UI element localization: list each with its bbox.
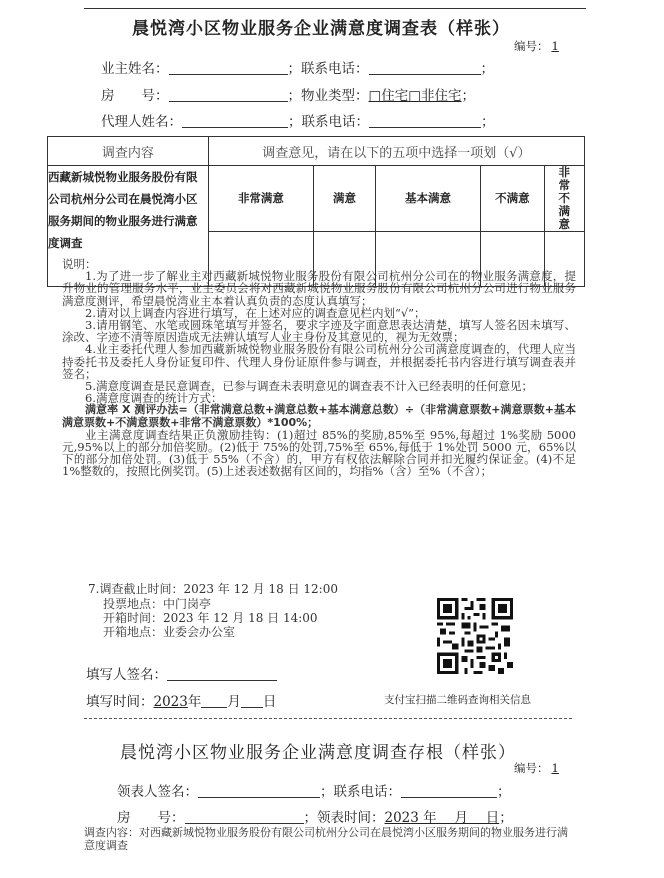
vote-place: 投票地点：中门岗亭 [103, 597, 212, 611]
property-type-options[interactable]: □住宅□非住宅 [368, 88, 462, 104]
agent-name-label: 代理人姓名： [101, 114, 182, 130]
stub-serial-number [514, 760, 562, 776]
stub-serial-label: 编号： [514, 761, 549, 775]
option-basically-satisfied: 基本满意 [375, 166, 481, 232]
alipay-qr-code[interactable] [437, 598, 513, 674]
agent-end-mark: ； [481, 114, 495, 130]
fill-time-label: 填写时间： [86, 694, 154, 710]
note-1: 1.为了进一步了解业主对西藏新城悦物业服务股份有限公司杭州分公司在的物业服务满意度，提升物业的管理服务水平，业主委员会将对西藏新城悦物业服务股份有限公司杭州分公司进行物业服务满意度测评，希望晨悦湾业主本着认真负责的态度认真填写； [62, 269, 576, 308]
owner-end-mark: ； [480, 61, 494, 77]
top-rule [84, 8, 586, 9]
owner-name-field[interactable] [169, 60, 288, 75]
serial-value: 1 [551, 39, 559, 53]
reward-rules: 业主满意度调查结果正负激励挂钩：(1)超过 85%的奖励,85%至 95%,每超过 1%奖励 5000 元,95%以上的部分加倍奖励。(2)低于 75%的处罚,75%至 65%,每低于 1%处罚 5000 元，65%以下的部分加倍处罚。(3)低于 55%（不含）的，甲方有权依法解除合同并扣光履约保证金。(4)不足 1%整数的，按照比例奖罚。(5)上述表述数据有区间的，均指%（含）至%（不含）； [62, 427, 576, 479]
agent-name-field[interactable] [182, 113, 288, 128]
stub-room-label: 房 号： [117, 810, 185, 826]
option-satisfied: 满意 [314, 166, 376, 232]
fill-year[interactable]: 2023 [153, 694, 188, 710]
deadline: 7.调查截止时间：2023 年 12 月 18 日 12:00 [88, 582, 338, 596]
qr-caption: 支付宝扫描二维码查询相关信息 [384, 694, 531, 706]
fill-time-row [86, 690, 276, 710]
fill-day-field[interactable] [241, 693, 263, 708]
owner-phone-field[interactable] [369, 60, 481, 75]
fill-year-unit: 年 [187, 694, 202, 710]
property-type-label: ；物业类型： [287, 88, 369, 104]
fill-month-field[interactable] [201, 693, 227, 708]
room-end-mark: ； [461, 88, 476, 104]
option-dissatisfied: 不满意 [481, 166, 544, 232]
owner-phone-label: ；联系电话： [287, 61, 369, 77]
stub-receiver-label: 领表人签名： [117, 784, 198, 800]
note-3: 3.请用钢笔、水笔或圆珠笔填写并签名，要求字迹及字面意思表达清楚，填写人签名因未填写、涂改、字迹不清等原因造成无法辨认填写人业主身份及其意见的，视为无效票； [62, 318, 576, 345]
form-title: 晨悦湾小区物业服务企业满意度调查表（样张） [132, 19, 510, 39]
stub-serial-value: 1 [551, 761, 559, 775]
room-label: 房 号： [101, 88, 169, 104]
instructions [62, 258, 576, 478]
stub-receiver-field[interactable] [198, 783, 320, 798]
notes-heading: 说明： [62, 257, 97, 271]
room-field[interactable] [169, 87, 288, 102]
agent-phone-field[interactable] [369, 113, 481, 128]
open-place: 开箱地点：业委会办公室 [103, 625, 236, 639]
filler-signature-field[interactable] [167, 666, 277, 681]
fill-month-unit: 月 [227, 694, 241, 710]
stub-receive-time-label: ；领表时间： [303, 810, 385, 826]
note-6: 6.满意度调查的统计方式： [85, 391, 223, 406]
filler-signature-row [86, 663, 277, 683]
agent-row [101, 113, 495, 131]
stub-end-mark-2: ； [499, 810, 513, 826]
stub-receive-time-value[interactable]: 2023 年 月 日 [384, 810, 500, 826]
serial-label: 编号： [514, 39, 549, 53]
open-time: 开箱时间：2023 年 12 月 18 日 14:00 [103, 611, 318, 625]
stub-room-field[interactable] [185, 809, 304, 824]
option-very-dissatisfied: 非常不满意 [544, 166, 585, 232]
agent-phone-label: ；联系电话： [288, 114, 369, 130]
stub-end-mark: ； [497, 784, 511, 800]
stub-room-row [117, 809, 513, 827]
filler-label: 填写人签名： [86, 667, 167, 683]
serial-number [514, 38, 562, 54]
header-opinion: 调查意见，请在以下的五项中选择一项划（√） [208, 137, 584, 166]
note-5: 5.满意度调查是民意调查，已参与调查未表明意见的调查表不计入已经表明的任何意见； [85, 379, 533, 394]
owner-row [101, 60, 494, 78]
header-content: 调查内容 [48, 137, 209, 166]
room-row [101, 87, 475, 105]
survey-content-text: 西藏新城悦物业服务股份有限公司杭州分公司在晨悦湾小区服务期间的物业服务进行满意度调查 [48, 166, 209, 287]
stub-phone-label: ；联系电话： [320, 784, 401, 800]
option-very-satisfied: 非常满意 [208, 166, 314, 232]
stub-receiver-row [117, 783, 511, 801]
note-2: 2.请对以上调查内容进行填写，在上述对应的调查意见栏内划“√”； [85, 305, 426, 320]
stub-title: 晨悦湾小区物业服务企业满意度调查存根（样张） [120, 743, 516, 763]
tear-off-line [84, 718, 572, 719]
stub-survey-content: 调查内容：对西藏新城悦物业服务股份有限公司杭州分公司在晨悦湾小区服务期间的物业服务进行满意度调查 [84, 826, 568, 852]
scoring-formula: 满意率 X 测评办法=（非常满意总数+满意总数+基本满意总数）÷（非常满意票数+满意票数+基本满意票数+不满意票数+非常不满意票数）*100%； [62, 403, 576, 429]
note-4: 4.业主委托代理人参加西藏新城悦物业服务股份有限公司杭州分公司满意度调查的，代理人应当持委托书及委托人身份证复印件、代理人身份证原件参与调查，并根据委托书内容进行填写调查表并签名； [62, 342, 576, 381]
owner-name-label: 业主姓名： [101, 61, 169, 77]
fill-day-unit: 日 [262, 694, 277, 710]
stub-phone-field[interactable] [401, 783, 497, 798]
